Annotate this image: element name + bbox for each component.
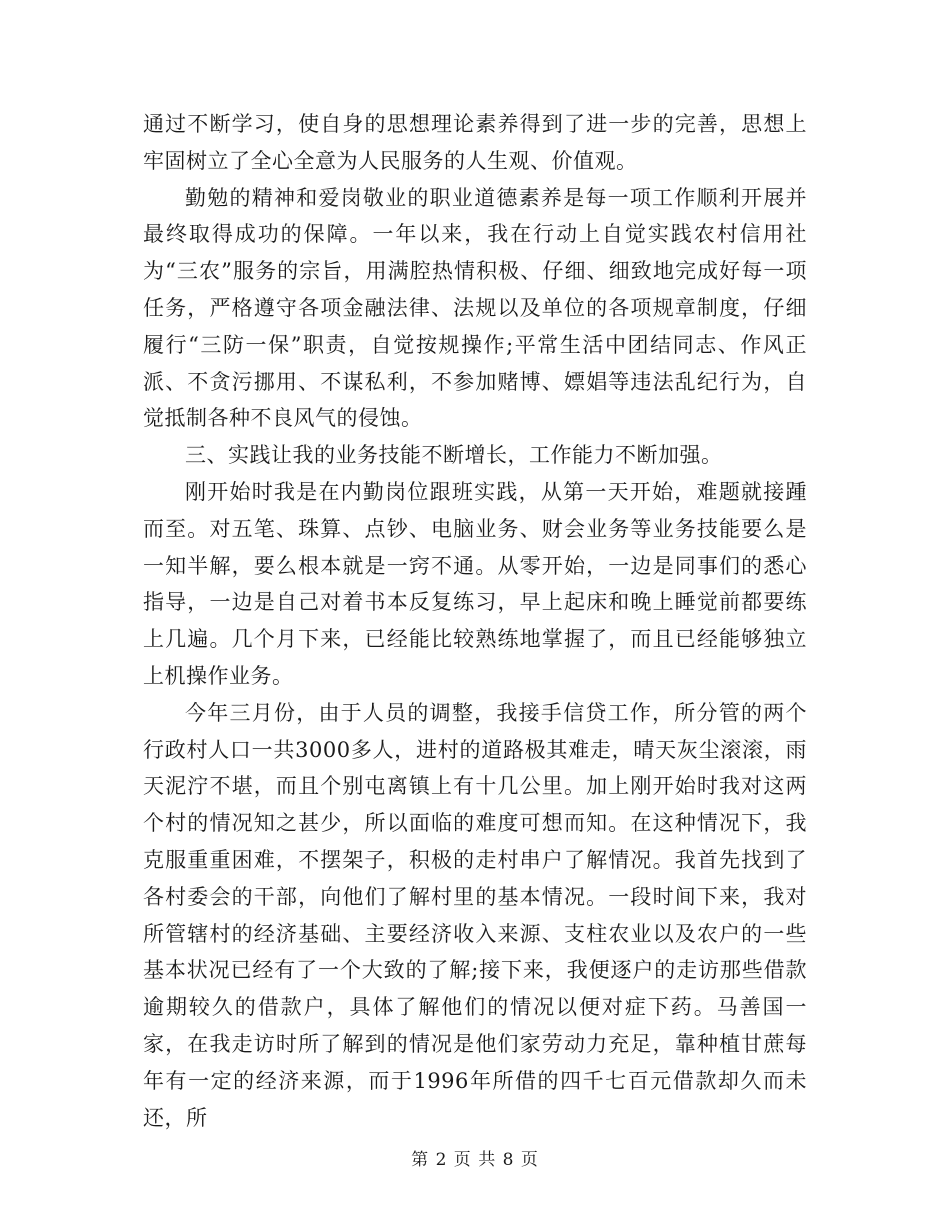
document-body [143, 106, 807, 1136]
section-heading-3: 三、实践让我的业务技能不断增长，工作能力不断加强。 [185, 443, 723, 468]
page-footer [0, 1149, 950, 1171]
page-number-label: 第 2 页 共 8 页 [411, 1150, 539, 1170]
paragraph-2: 勤勉的精神和爱岗敬业的职业道德素养是每一项工作顺利开展并最终取得成功的保障。一年以来，我在行动上自觉实践农村信用社为“三农”服务的宗旨，用满腔热情积极、仔细、细致地完成好每一项任务，严格遵守各项金融法律、法规以及单位的各项规章制度，仔细履行“三防一保”职责，自觉按规操作;平常生活中团结同志、作风正派、不贪污挪用、不谋私利，不参加赌博、嫖娼等违法乱纪行为，自觉抵制各种不良风气的侵蚀。 [143, 185, 807, 431]
paragraph-4: 刚开始时我是在内勤岗位跟班实践，从第一天开始，难题就接踵而至。对五笔、珠算、点钞、电脑业务、财会业务等业务技能要么是一知半解，要么根本就是一窍不通。从零开始，一边是同事们的悉心指导，一边是自己对着书本反复练习，早上起床和晚上睡觉前都要练上几遍。几个月下来，已经能比较熟练地掌握了，而且已经能够独立上机操作业务。 [143, 479, 807, 688]
paragraph-1: 通过不断学习，使自身的思想理论素养得到了进一步的完善，思想上牢固树立了全心全意为人民服务的人生观、价值观。 [143, 112, 807, 173]
paragraph-5: 今年三月份，由于人员的调整，我接手信贷工作，所分管的两个行政村人口一共3000多人，进村的道路极其难走，晴天灰尘滚滚，雨天泥泞不堪，而且个别屯离镇上有十几公里。加上刚开始时我对这两个村的情况知之甚少，所以面临的难度可想而知。在这种情况下，我克服重重困难，不摆架子，积极的走村串户了解情况。我首先找到了各村委会的干部，向他们了解村里的基本情况。一段时间下来，我对所管辖村的经济基础、主要经济收入来源、支柱农业以及农户的一些基本状况已经有了一个大致的了解;接下来，我便逐户的走访那些借款逾期较久的借款户，具体了解他们的情况以便对症下药。马善国一家，在我走访时所了解到的情况是他们家劳动力充足，靠种植甘蔗每年有一定的经济来源，而于1996年所借的四千七百元借款却久而未还，所 [143, 700, 807, 1130]
